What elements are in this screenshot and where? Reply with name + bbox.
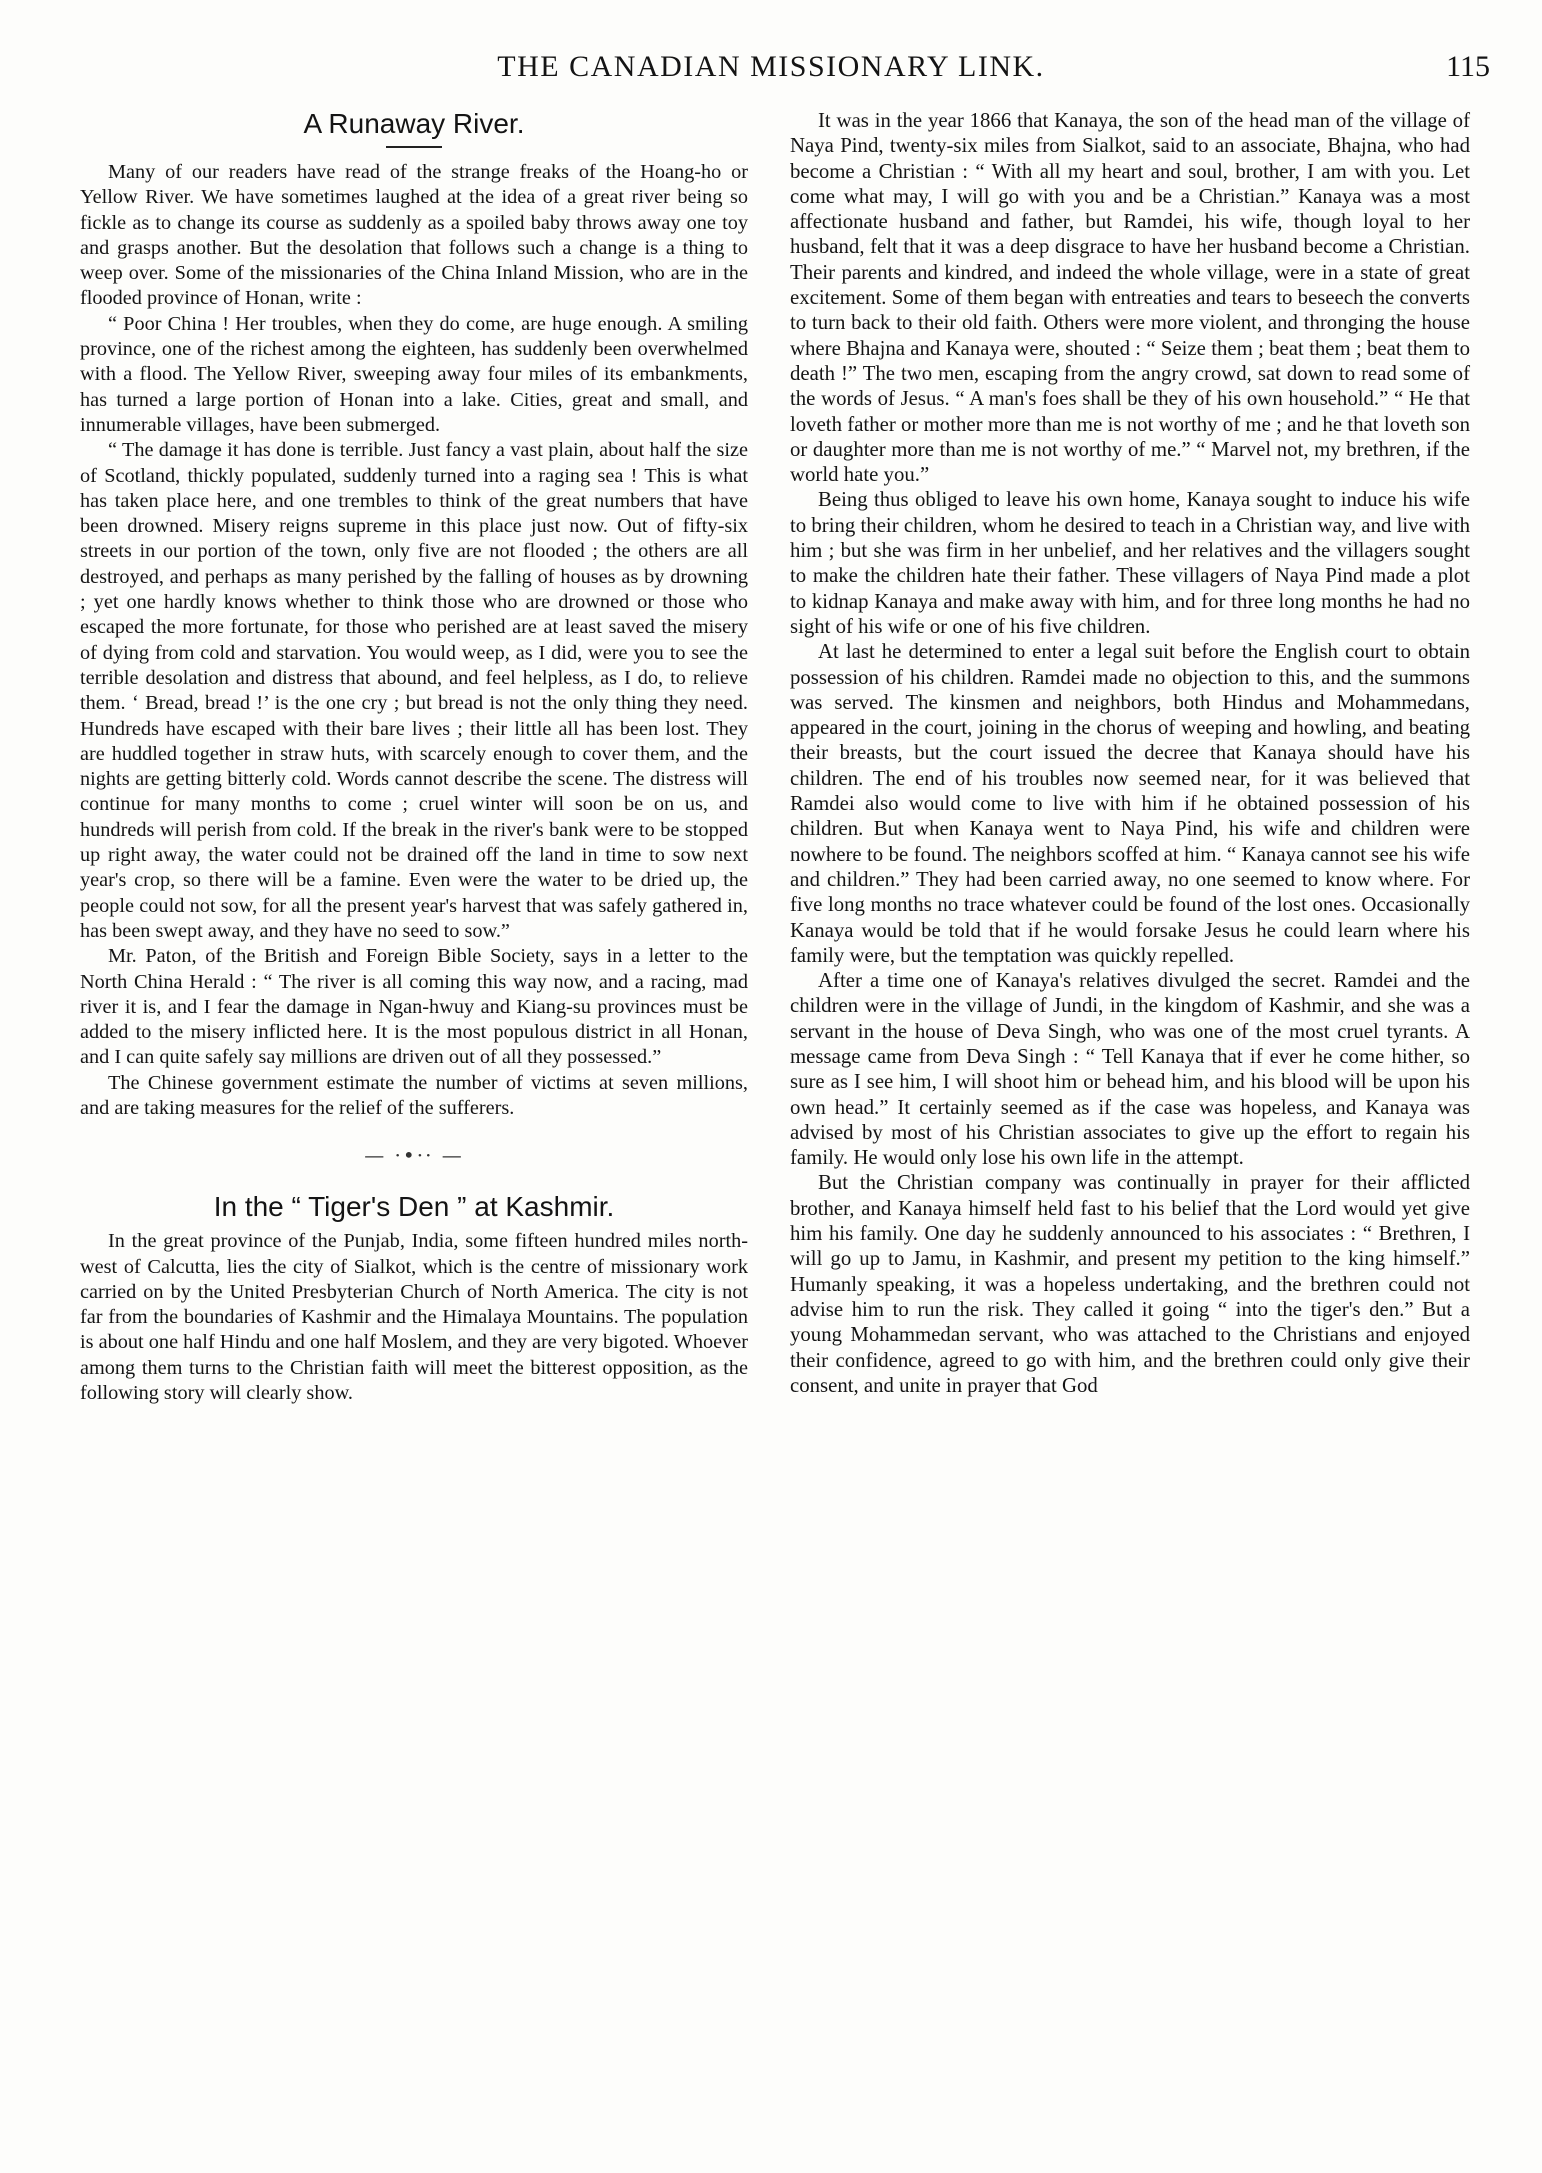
article-paragraph: Many of our readers have read of the strange freaks of the Hoang-ho or Yellow River. We have sometimes laughed at the idea of a great river being so fickle as to change its course as suddenly as a spoiled baby throws away one toy and grasps another. But the desolation that follows such a change is a thing to weep over. Some of the missionaries of the China Inland Mission, who are in the flooded province of Honan, write : [80,161,748,310]
article-paragraph: It was in the year 1866 that Kanaya, the son of the head man of the village of Naya Pind, twenty-six miles from Sialkot, said to an associate, Bhajna, who had become a Christian : “ With all my heart and soul, brother, I am with you. Let come what may, I will go with you and be a Christian.” Kanaya was a most affectionate husband and father, but Ramdei, his wife, though loyal to her husband, felt that it was a deep disgrace to have her husband become a Christian. Their parents and kindred, and indeed the whole village, were in a state of great excitement. Some of them began with entreaties and tears to beseech the converts to turn back to their old faith. Others were more violent, and thronging the house where Bhajna and Kanaya were, shouted : “ Seize them ; beat them ; beat them to death !” The two men, escaping from the angry crowd, sat down to read some of the words of Jesus. “ A man's foes shall be they of his own household.” “ He that loveth father or mother more than me is not worthy of me ; and he that loveth son or daughter more than me is not worthy of me.” “ Marvel not, my brethren, if the world hate you.” [790,109,1470,487]
right-column [790,108,1470,1398]
article-paragraph: “ The damage it has done is terrible. Just fancy a vast plain, about half the size of Scotland, thickly populated, suddenly turned into a raging sea ! This is what has taken place here, and one trembles to think of the great numbers that have been drowned. Misery reigns supreme in this place just now. Out of fifty-six streets in our portion of the town, only five are not flooded ; the others are all destroyed, and perhaps as many perished by the falling of houses as by drowning ; yet one hardly knows whether to think those who are drowned or those who escaped the more fortunate, for those who perished are at least saved the misery of dying from cold and starvation. You would weep, as I did, were you to see the terrible desolation and distress that abound, and feel helpless, as I do, to relieve them. ‘ Bread, bread !’ is the one cry ; but bread is not the only thing they need. Hundreds have escaped with their bare lives ; their little all has been lost. They are huddled together in straw huts, with scarcely enough to cover them, and the nights are getting bitterly cold. Words cannot describe the scene. The distress will continue for many months to come ; cruel winter will soon be on us, and hundreds will perish from cold. If the break in the river's bank were to be stopped up right away, the water could not be drained off the land in time to sow next year's crop, so there will be a famine. Even were the water to be dried up, the people could not sow, for all the present year's harvest that was safely gathered in, has been swept away, and they have no seed to sow.” [80,439,748,942]
section-divider: — ·•·· — [364,1143,464,1168]
article-title-tigers-den: In the “ Tiger's Den ” at Kashmir. [213,1191,615,1223]
article-paragraph: The Chinese government estimate the number of victims at seven millions, and are taking measures for the relief of the sufferers. [80,1071,748,1119]
article-paragraph: But the Christian company was continually in prayer for their afflicted brother, and Kanaya himself held fast to his belief that the Lord would yet give him his family. One day he suddenly announced to his associates : “ Brethren, I will go up to Jamu, in Kashmir, and present my petition to the king himself.” Humanly speaking, it was a hopeless undertaking, and the brethren could not advise him to run the risk. They called it going “ into the tiger's den.” But a young Mohammedan servant, who was attached to the Christians and enjoyed their confidence, agreed to go with him, and the brethren could only give their consent, and unite in prayer that God [790,1171,1470,1397]
journal-title: THE CANADIAN MISSIONARY LINK. [497,50,1045,83]
article-paragraph: Being thus obliged to leave his own home, Kanaya sought to induce his wife to bring their children, whom he desired to teach in a Christian way, and live with him ; but she was firm in her unbelief, and her relatives and the villagers sought to make the children hate their father. These villagers of Naya Pind made a plot to kidnap Kanaya and make away with him, and for three long months he had no sight of his wife or one of his five children. [790,488,1470,638]
running-head [0,50,1542,90]
article-paragraph: “ Poor China ! Her troubles, when they do come, are huge enough. A smiling province, one of the richest among the eighteen, has suddenly been overwhelmed with a flood. The Yellow River, sweeping away four miles of its embankments, has turned a large portion of Honan into a lake. Cities, great and small, and innumerable villages, have been submerged. [80,312,748,436]
article-paragraph: Mr. Paton, of the British and Foreign Bible Society, says in a letter to the North China Herald : “ The river is all coming this way now, and a racing, mad river it is, and I fear the damage in Ngan-hwuy and Kiang-su provinces must be added to the misery inflicted here. It is the most populous district in all Honan, and I can quite safely say millions are driven out of all they possessed.” [80,945,748,1069]
title-rule [386,146,442,148]
article-paragraph: After a time one of Kanaya's relatives divulged the secret. Ramdei and the children were in the village of Jundi, in the kingdom of Kashmir, and she was a servant in the house of Deva Singh, who was one of the most cruel tyrants. A message came from Deva Singh : “ Tell Kanaya that if ever he come hither, so sure as I see him, I will shoot him or behead him, and his blood will be upon his own head.” It certainly seemed as if the case was hopeless, and Kanaya was advised by most of his Christian associates to give up the effort to regain his family. He would only lose his own life in the attempt. [790,969,1470,1170]
article-paragraph: In the great province of the Punjab, India, some fifteen hundred miles north-west of Calcutta, lies the city of Sialkot, which is the centre of missionary work carried on by the United Presbyterian Church of North America. The city is not far from the boundaries of Kashmir and the Himalaya Mountains. The population is about one half Hindu and one half Moslem, and they are very bigoted. Whoever among them turns to the Christian faith will meet the bitterest opposition, as the following story will clearly show. [80,1230,748,1405]
article-paragraph: At last he determined to enter a legal suit before the English court to obtain possession of his children. Ramdei made no objection to this, and the summons was served. The kinsmen and neighbors, both Hindus and Mohammedans, appeared in the court, joining in the chorus of weeping and howling, and beating their breasts, but the court issued the decree that Kanaya should have his children. The end of his troubles now seemed near, for it was believed that Ramdei also would come to live with him if he obtained possession of his children. But when Kanaya went to Naya Pind, his wife and children were nowhere to be found. The neighbors scoffed at him. “ Kanaya cannot see his wife and children.” They had been carried away, no one seemed to know where. For five long months no trace whatever could be found of the lost ones. Occasionally Kanaya would be told that if he would forsake Jesus he could learn where his family were, but the temptation was quickly repelled. [790,640,1470,967]
left-column [80,108,748,1406]
page-number: 115 [1446,50,1490,83]
article-title-runaway-river: A Runaway River. [303,108,525,139]
